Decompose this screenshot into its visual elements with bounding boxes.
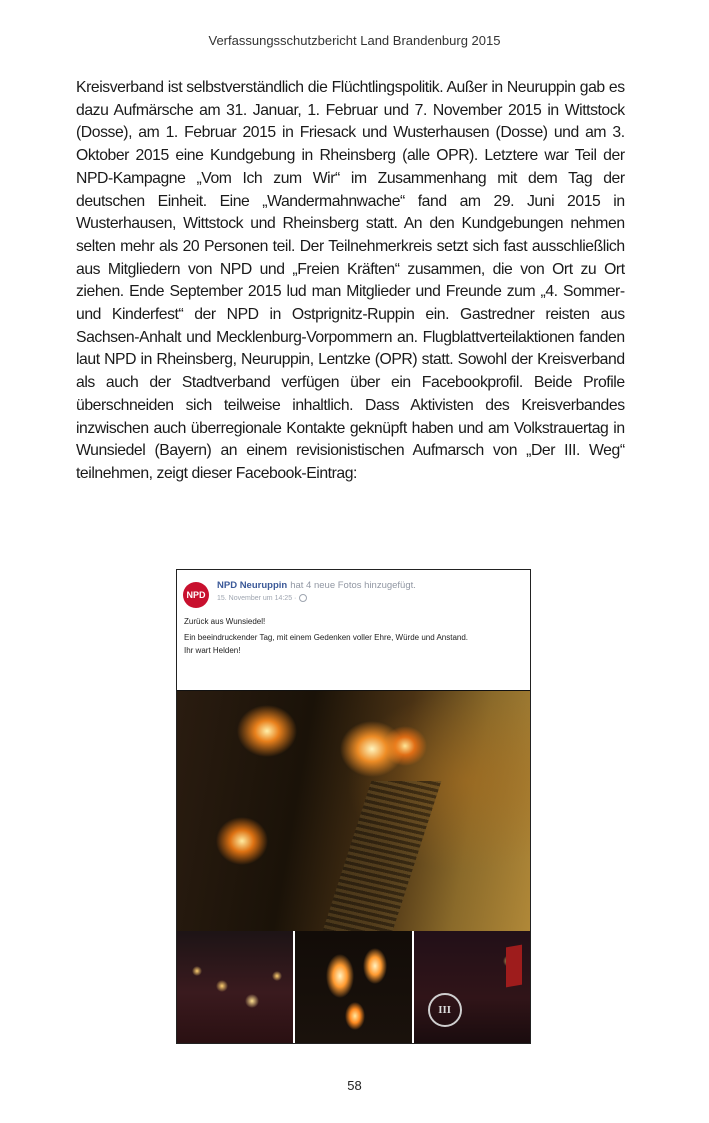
der-dritte-weg-emblem: III xyxy=(428,993,462,1027)
body-paragraph: Kreisverband ist selbstverständlich die Flüchtlingspolitik. Außer in Neuruppin gab es dazu Aufmärsche am 31. Januar, 1. Februar und 7. November 2015 in Wittstock (Dosse), am 1. Februar 2015 in Friesack und Wusterhausen (Dosse) und am 3. Oktober 2015 eine Kundgebung in Rheinsberg (alle OPR). Letztere war Teil der NPD-Kampagne „Vom Ich zum Wir“ im Zusammenhang mit dem Tag der deutschen Einheit. Eine „Wandermahnwache“ fand am 29. Juni 2015 in Wusterhausen, Wittstock und Rheinsberg statt. An den Kundgebungen nehmen selten mehr als 20 Personen teil. Der Teilnehmerkreis setzt sich fast ausschließlich aus Mitgliedern von NPD und „Freien Kräften“ zusammen, die von Ort zu Ort ziehen. Ende September 2015 lud man Mitglieder und Freunde zum „4. Sommer- und Kinderfest“ der NPD in Ostprignitz-Ruppin ein. Gastredner reisten aus Sachsen-Anhalt und Mecklenburg-Vorpommern an. Flugblattverteilaktionen fanden laut NPD in Rheinsberg, Neuruppin, Lentzke (OPR) statt. Sowohl der Kreisverband als auch der Stadtverband verfügen über ein Facebookprofil. Beide Profile überschneiden sich teilweise inhaltlich. Dass Aktivisten des Kreisverbandes inzwischen auch überregionale Kontakte geknüpft haben und am Volkstrauertag in Wunsiedel (Bayern) an einem revisionistischen Aufmarsch von „Der III. Weg“ teilnehmen, zeigt dieser Facebook-Eintrag: xyxy=(76,79,625,482)
timestamp-text: 15. November um 14:25 · xyxy=(217,594,297,602)
post-action-text: hat 4 neue Fotos hinzugefügt. xyxy=(290,580,416,591)
post-author xyxy=(217,580,416,591)
post-line: Ihr wart Helden! xyxy=(184,646,241,655)
post-header xyxy=(183,576,523,612)
main-photo-torch-march xyxy=(177,690,530,931)
post-line: Ein beeindruckender Tag, mit einem Gedenken voller Ehre, Würde und Anstand. xyxy=(184,633,469,642)
npd-logo: NPD xyxy=(183,582,209,608)
post-text xyxy=(184,616,524,661)
page-name: NPD Neuruppin xyxy=(217,580,288,591)
cobblestone-path xyxy=(323,781,442,931)
thumbnail-photo-torches xyxy=(295,931,411,1043)
page-number: 58 xyxy=(347,1078,362,1093)
photo-thumbnails xyxy=(177,931,530,1043)
red-flag xyxy=(506,945,522,988)
thumbnail-photo-banner xyxy=(414,931,530,1043)
post-timestamp xyxy=(217,594,307,602)
post-line: Zurück aus Wunsiedel! xyxy=(184,617,266,626)
running-header: Verfassungsschutzbericht Land Brandenburg 2015 xyxy=(208,33,501,48)
facebook-post-screenshot xyxy=(176,569,531,1044)
globe-icon xyxy=(299,594,307,602)
thumbnail-photo-crowd xyxy=(177,931,293,1043)
